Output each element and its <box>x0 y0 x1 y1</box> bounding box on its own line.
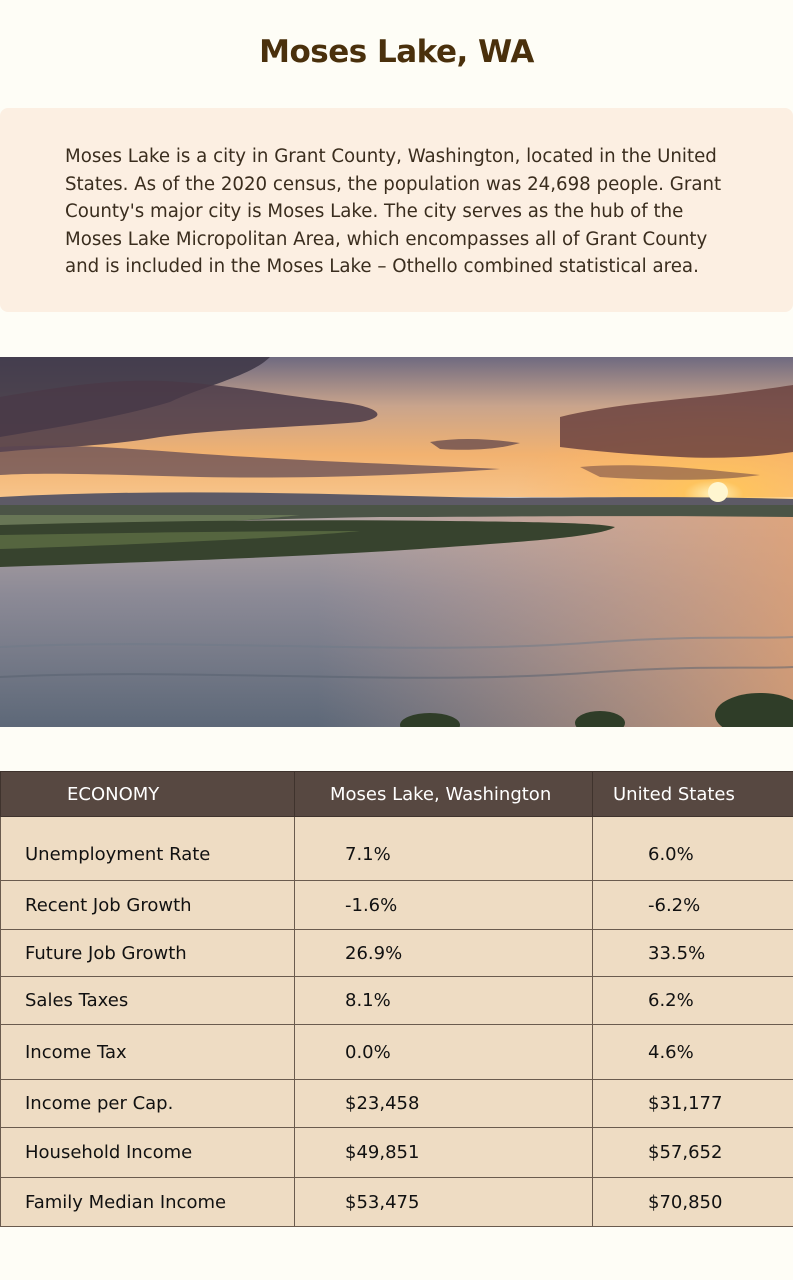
table-row <box>1 1080 793 1128</box>
row-value-moses-lake: 0.0% <box>295 1025 593 1080</box>
table-row <box>1 930 793 977</box>
row-value-us: 6.0% <box>593 817 793 881</box>
row-value-us: 33.5% <box>593 930 793 977</box>
row-label: Unemployment Rate <box>1 817 295 881</box>
table-row <box>1 1178 793 1227</box>
header-moses-lake: Moses Lake, Washington <box>295 772 593 817</box>
table-row <box>1 1128 793 1178</box>
economy-table <box>0 771 793 1227</box>
row-value-moses-lake: 26.9% <box>295 930 593 977</box>
row-label: Family Median Income <box>1 1178 295 1227</box>
table-row <box>1 881 793 930</box>
row-label: Recent Job Growth <box>1 881 295 930</box>
row-value-moses-lake: 7.1% <box>295 817 593 881</box>
row-value-us: $57,652 <box>593 1128 793 1178</box>
row-value-moses-lake: $23,458 <box>295 1080 593 1128</box>
row-value-moses-lake: $53,475 <box>295 1178 593 1227</box>
table-row <box>1 1025 793 1080</box>
row-label: Income Tax <box>1 1025 295 1080</box>
row-value-moses-lake: $49,851 <box>295 1128 593 1178</box>
row-value-us: 4.6% <box>593 1025 793 1080</box>
page-title: Moses Lake, WA <box>259 34 534 70</box>
intro-text: Moses Lake is a city in Grant County, Washington, located in the United States. As of the 2020 census, the population was 24,698 people. Grant County's major city is Moses Lake. The city serves as the hub of the Moses Lake Micropolitan Area, which encompasses all of Grant County and is included in the Moses Lake – Othello combined statistical area. <box>65 146 722 278</box>
table-header-row <box>1 772 793 817</box>
lake-sunset-photo <box>0 357 793 727</box>
row-label: Future Job Growth <box>1 930 295 977</box>
header-united-states: United States <box>593 772 793 817</box>
intro-panel <box>0 108 793 312</box>
row-value-us: $31,177 <box>593 1080 793 1128</box>
row-label: Income per Cap. <box>1 1080 295 1128</box>
header-economy: ECONOMY <box>1 772 295 817</box>
row-value-moses-lake: -1.6% <box>295 881 593 930</box>
row-label: Sales Taxes <box>1 977 295 1025</box>
row-value-us: $70,850 <box>593 1178 793 1227</box>
table-row <box>1 977 793 1025</box>
row-value-moses-lake: 8.1% <box>295 977 593 1025</box>
row-label: Household Income <box>1 1128 295 1178</box>
row-value-us: 6.2% <box>593 977 793 1025</box>
table-row <box>1 817 793 881</box>
row-value-us: -6.2% <box>593 881 793 930</box>
